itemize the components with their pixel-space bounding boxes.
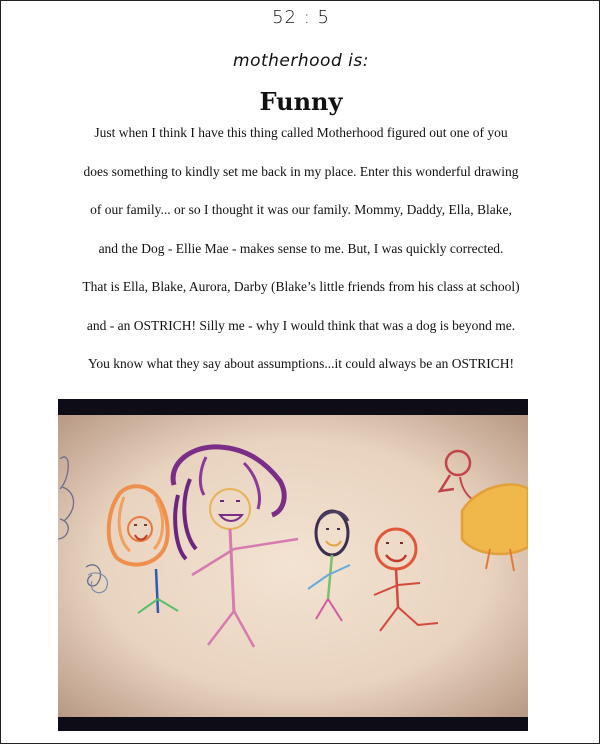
body-paragraph bbox=[11, 121, 591, 391]
crayon-drawing bbox=[58, 399, 528, 731]
body-line: You know what they say about assumptions...it could always be an OSTRICH! bbox=[87, 356, 515, 371]
paper-sheet bbox=[58, 415, 528, 717]
body-line: and - an OSTRICH! Silly me - why I would think that was a dog is beyond me. bbox=[86, 317, 516, 333]
body-line: of our family... or so I thought it was our family. Mommy, Daddy, Ella, Blake, bbox=[90, 202, 512, 217]
page-title: Funny bbox=[259, 87, 343, 116]
body-line: and the Dog - Ellie Mae - makes sense to me. But, I was quickly corrected. bbox=[98, 240, 504, 256]
page-number: 52 : 5 bbox=[272, 7, 330, 28]
body-line: That is Ella, Blake, Aurora, Darby (Blake’s little friends from his class at school) bbox=[82, 279, 520, 294]
body-line: does something to kindly set me back in my place. Enter this wonderful drawing bbox=[83, 163, 519, 179]
body-line: Just when I think I have this thing called Motherhood figured out one of you bbox=[94, 125, 508, 140]
page-subtitle: motherhood is: bbox=[233, 51, 369, 71]
family-drawing-photo bbox=[58, 399, 528, 731]
